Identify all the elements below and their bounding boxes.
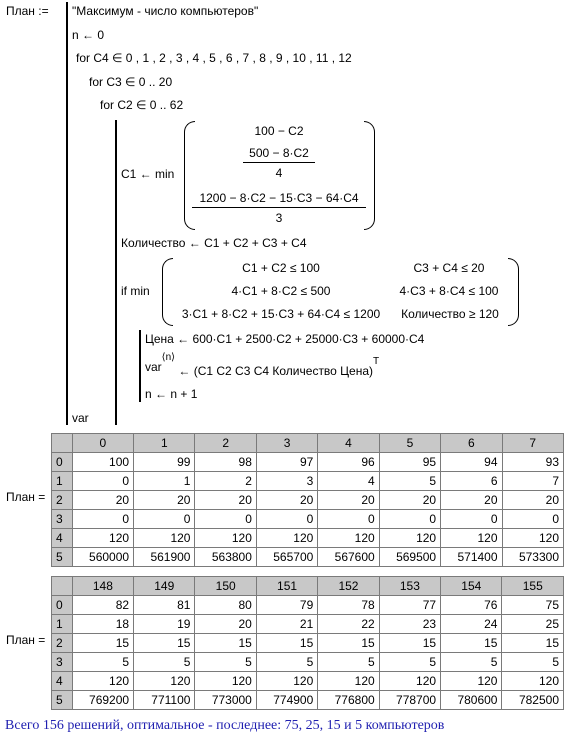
matrix-cell[interactable]: 75 — [502, 596, 564, 615]
matrix-cell[interactable]: 120 — [379, 529, 440, 548]
c1-left-paren — [184, 121, 195, 230]
matrix-cell[interactable]: 15 — [256, 634, 317, 653]
row-header[interactable]: 1 — [52, 472, 73, 491]
table-row — [52, 491, 564, 510]
column-header[interactable]: 151 — [256, 577, 317, 596]
matrix-cell[interactable]: 6 — [441, 472, 502, 491]
loop-c3[interactable]: for C3 ∈ 0 .. 20 — [89, 75, 173, 89]
matrix-cell[interactable]: 120 — [502, 672, 564, 691]
program-title-string[interactable]: "Максимум - число компьютеров" — [72, 4, 259, 18]
c1-row3-den: 3 — [275, 211, 283, 225]
matrix-cell[interactable]: 80 — [195, 596, 256, 615]
cond-r3c2: Количество ≥ 120 — [401, 307, 499, 321]
column-header[interactable]: 2 — [195, 434, 256, 453]
column-header[interactable]: 6 — [441, 434, 502, 453]
matrix-cell[interactable]: 0 — [195, 510, 256, 529]
matrix-cell[interactable]: 561900 — [134, 548, 195, 567]
matrix-cell[interactable]: 776800 — [318, 691, 379, 710]
row-header[interactable]: 4 — [52, 672, 73, 691]
matrix1-label: План = — [6, 490, 46, 504]
matrix-cell[interactable]: 25 — [502, 615, 564, 634]
var-assign-transpose: T — [373, 356, 380, 367]
matrix-cell[interactable]: 4 — [318, 472, 379, 491]
matrix-cell[interactable]: 78 — [318, 596, 379, 615]
if-body-bracket — [139, 330, 141, 402]
table-row — [52, 634, 564, 653]
table-row — [52, 453, 564, 472]
matrix-cell[interactable]: 20 — [502, 491, 563, 510]
c1-row3-num: 1200 − 8·C2 − 15·C3 − 64·C4 — [199, 191, 359, 205]
matrix-cell[interactable]: 5 — [379, 653, 440, 672]
matrix-cell[interactable]: 0 — [502, 510, 563, 529]
column-header[interactable]: 4 — [318, 434, 379, 453]
matrix-cell[interactable]: 0 — [379, 510, 440, 529]
matrix-cell[interactable]: 1 — [134, 472, 195, 491]
matrix-cell[interactable]: 96 — [318, 453, 379, 472]
matrix-cell[interactable]: 120 — [256, 529, 317, 548]
c1-row3-fraction-bar — [192, 207, 366, 208]
cond-r2c1: 4·C1 + 8·C2 ≤ 500 — [231, 284, 331, 298]
matrix-cell[interactable]: 98 — [195, 453, 256, 472]
matrix-cell[interactable]: 19 — [134, 615, 195, 634]
matrix-cell[interactable]: 120 — [72, 529, 133, 548]
matrix-cell[interactable]: 5 — [379, 472, 440, 491]
table-row — [52, 548, 564, 567]
matrix-cell[interactable]: 5 — [502, 653, 564, 672]
matrix-cell[interactable]: 0 — [72, 472, 133, 491]
matrix-cell[interactable]: 567600 — [318, 548, 379, 567]
n-increment-line[interactable]: n ← n + 1 — [145, 387, 198, 401]
row-header[interactable]: 2 — [52, 491, 73, 510]
row-header[interactable]: 5 — [52, 548, 73, 567]
var-assign-rest: ← (C1 C2 C3 C4 Количество Цена) — [175, 364, 374, 378]
matrix-cell[interactable]: 97 — [256, 453, 317, 472]
matrix-cell[interactable]: 5 — [72, 653, 133, 672]
column-header[interactable]: 153 — [379, 577, 440, 596]
matrix-cell[interactable]: 782500 — [502, 691, 564, 710]
c1-assign-label[interactable]: C1 ← min — [121, 167, 175, 181]
matrix-cell[interactable]: 560000 — [72, 548, 133, 567]
loop-c2[interactable]: for C2 ∈ 0 .. 62 — [100, 98, 184, 112]
matrix-cell[interactable]: 99 — [134, 453, 195, 472]
matrix-cell[interactable]: 120 — [72, 672, 133, 691]
var-assign-line[interactable] — [145, 352, 380, 378]
row-header[interactable]: 2 — [52, 634, 73, 653]
matrix-cell[interactable]: 0 — [318, 510, 379, 529]
matrix-cell[interactable]: 15 — [441, 634, 502, 653]
column-header[interactable]: 155 — [502, 577, 564, 596]
matrix-cell[interactable]: 571400 — [441, 548, 502, 567]
column-header[interactable]: 3 — [256, 434, 317, 453]
matrix-cell[interactable]: 18 — [72, 615, 133, 634]
column-header[interactable]: 7 — [502, 434, 563, 453]
matrix-cell[interactable]: 93 — [502, 453, 563, 472]
matrix-cell[interactable]: 774900 — [256, 691, 317, 710]
table-row — [52, 472, 564, 491]
matrix-cell[interactable]: 15 — [134, 634, 195, 653]
program-label: План := — [6, 4, 49, 18]
matrix-cell[interactable]: 120 — [134, 529, 195, 548]
column-header[interactable]: 149 — [134, 577, 195, 596]
n-init-line[interactable]: n ← 0 — [72, 28, 105, 42]
loop-c4[interactable]: for C4 ∈ 0 , 1 , 2 , 3 , 4 , 5 , 6 , 7 , 8 , 9 , 10 , 11 , 12 — [76, 51, 352, 65]
matrix-cell[interactable]: 20 — [318, 491, 379, 510]
matrix-cell[interactable]: 20 — [134, 491, 195, 510]
matrix-cell[interactable]: 120 — [441, 529, 502, 548]
matrix-cell[interactable]: 15 — [379, 634, 440, 653]
matrix-cell[interactable]: 5 — [134, 653, 195, 672]
matrix-cell[interactable]: 120 — [502, 529, 563, 548]
column-header[interactable]: 0 — [72, 434, 133, 453]
c1-row2-num: 500 − 8·C2 — [249, 146, 309, 160]
matrix-cell[interactable]: 95 — [379, 453, 440, 472]
matrix-cell[interactable]: 20 — [195, 615, 256, 634]
table-row — [52, 529, 564, 548]
matrix-cell[interactable]: 773000 — [195, 691, 256, 710]
matrix-cell[interactable]: 5 — [256, 653, 317, 672]
matrix-cell[interactable]: 120 — [318, 529, 379, 548]
var-assign-base: var — [145, 360, 162, 374]
matrix-cell[interactable]: 22 — [318, 615, 379, 634]
matrix-cell[interactable]: 23 — [379, 615, 440, 634]
matrix-cell[interactable]: 82 — [72, 596, 133, 615]
matrix-cell[interactable]: 20 — [379, 491, 440, 510]
matrix-cell[interactable]: 100 — [72, 453, 133, 472]
matrix-cell[interactable]: 120 — [379, 672, 440, 691]
matrix-cell[interactable]: 5 — [318, 653, 379, 672]
c1-row1: 100 − C2 — [254, 124, 304, 138]
row-header[interactable]: 0 — [52, 596, 73, 615]
column-header[interactable]: 154 — [441, 577, 502, 596]
matrix-cell[interactable]: 20 — [256, 491, 317, 510]
table-row — [52, 672, 564, 691]
matrix-cell[interactable]: 5 — [441, 653, 502, 672]
row-header[interactable]: 3 — [52, 653, 73, 672]
cond-r3c1: 3·C1 + 8·C2 + 15·C3 + 64·C4 ≤ 1200 — [181, 307, 381, 321]
matrix-cell[interactable]: 120 — [441, 672, 502, 691]
matrix-cell[interactable]: 15 — [502, 634, 564, 653]
matrix-cell[interactable]: 20 — [441, 491, 502, 510]
matrix1-table[interactable] — [51, 433, 564, 567]
column-header[interactable]: 152 — [318, 577, 379, 596]
column-header[interactable]: 150 — [195, 577, 256, 596]
row-header[interactable]: 5 — [52, 691, 73, 710]
matrix-corner-cell — [52, 434, 73, 453]
column-header[interactable]: 5 — [379, 434, 440, 453]
matrix2-table[interactable] — [51, 576, 564, 710]
matrix-cell[interactable]: 120 — [195, 529, 256, 548]
matrix-cell[interactable]: 778700 — [379, 691, 440, 710]
table-row — [52, 653, 564, 672]
cond-r2c2: 4·C3 + 8·C4 ≤ 100 — [399, 284, 499, 298]
matrix-cell[interactable]: 0 — [256, 510, 317, 529]
matrix-cell[interactable]: 81 — [134, 596, 195, 615]
row-header[interactable]: 0 — [52, 453, 73, 472]
matrix-cell[interactable]: 79 — [256, 596, 317, 615]
matrix-cell[interactable]: 771100 — [134, 691, 195, 710]
matrix-cell[interactable]: 20 — [195, 491, 256, 510]
result-summary-text: Всего 156 решений, оптимальное - последнее: 75, 25, 15 и 5 компьютеров — [5, 718, 445, 733]
matrix-cell[interactable]: 120 — [318, 672, 379, 691]
matrix-cell[interactable]: 76 — [441, 596, 502, 615]
cena-line[interactable]: Цена ← 600·C1 + 2500·C2 + 25000·C3 + 60000·C4 — [145, 332, 425, 346]
cond-r1c2: C3 + C4 ≤ 20 — [413, 261, 485, 275]
matrix-cell[interactable]: 120 — [195, 672, 256, 691]
matrix-cell[interactable]: 15 — [195, 634, 256, 653]
matrix-cell[interactable]: 120 — [134, 672, 195, 691]
matrix-corner-cell — [52, 577, 73, 596]
c1-right-paren — [364, 121, 375, 230]
table-row — [52, 691, 564, 710]
matrix-cell[interactable]: 569500 — [379, 548, 440, 567]
return-var-line[interactable]: var — [72, 411, 89, 425]
matrix-cell[interactable]: 15 — [318, 634, 379, 653]
column-header[interactable]: 148 — [72, 577, 133, 596]
row-header[interactable]: 3 — [52, 510, 73, 529]
matrix-cell[interactable]: 24 — [441, 615, 502, 634]
kolichestvo-line[interactable]: Количество ← C1 + C2 + C3 + C4 — [121, 236, 307, 250]
matrix2-label: План = — [6, 633, 46, 647]
matrix-cell[interactable]: 563800 — [195, 548, 256, 567]
matrix-cell[interactable]: 15 — [72, 634, 133, 653]
matrix-cell[interactable]: 5 — [195, 653, 256, 672]
if-min-label[interactable]: if min — [121, 284, 150, 298]
c1-row2-den: 4 — [275, 166, 283, 180]
matrix-cell[interactable]: 120 — [256, 672, 317, 691]
program-bracket — [66, 2, 68, 425]
matrix-cell[interactable]: 21 — [256, 615, 317, 634]
c1-row2-fraction-bar — [243, 162, 315, 163]
matrix-cell[interactable]: 565700 — [256, 548, 317, 567]
matrix-cell[interactable]: 769200 — [72, 691, 133, 710]
row-header[interactable]: 1 — [52, 615, 73, 634]
matrix-cell[interactable]: 94 — [441, 453, 502, 472]
table-row — [52, 596, 564, 615]
table-row — [52, 615, 564, 634]
matrix-cell[interactable]: 0 — [134, 510, 195, 529]
column-header[interactable]: 1 — [134, 434, 195, 453]
matrix-cell[interactable]: 77 — [379, 596, 440, 615]
cond-r1c1: C1 + C2 ≤ 100 — [242, 261, 320, 275]
table-row — [52, 510, 564, 529]
matrix-cell[interactable]: 780600 — [441, 691, 502, 710]
row-header[interactable]: 4 — [52, 529, 73, 548]
matrix-cell[interactable]: 0 — [72, 510, 133, 529]
matrix-cell[interactable]: 2 — [195, 472, 256, 491]
loop-body-bracket — [115, 120, 117, 425]
var-assign-index: ⟨n⟩ — [161, 352, 176, 363]
matrix-cell[interactable]: 573300 — [502, 548, 563, 567]
matrix-cell[interactable]: 20 — [72, 491, 133, 510]
matrix-cell[interactable]: 0 — [441, 510, 502, 529]
matrix-cell[interactable]: 7 — [502, 472, 563, 491]
matrix-cell[interactable]: 3 — [256, 472, 317, 491]
